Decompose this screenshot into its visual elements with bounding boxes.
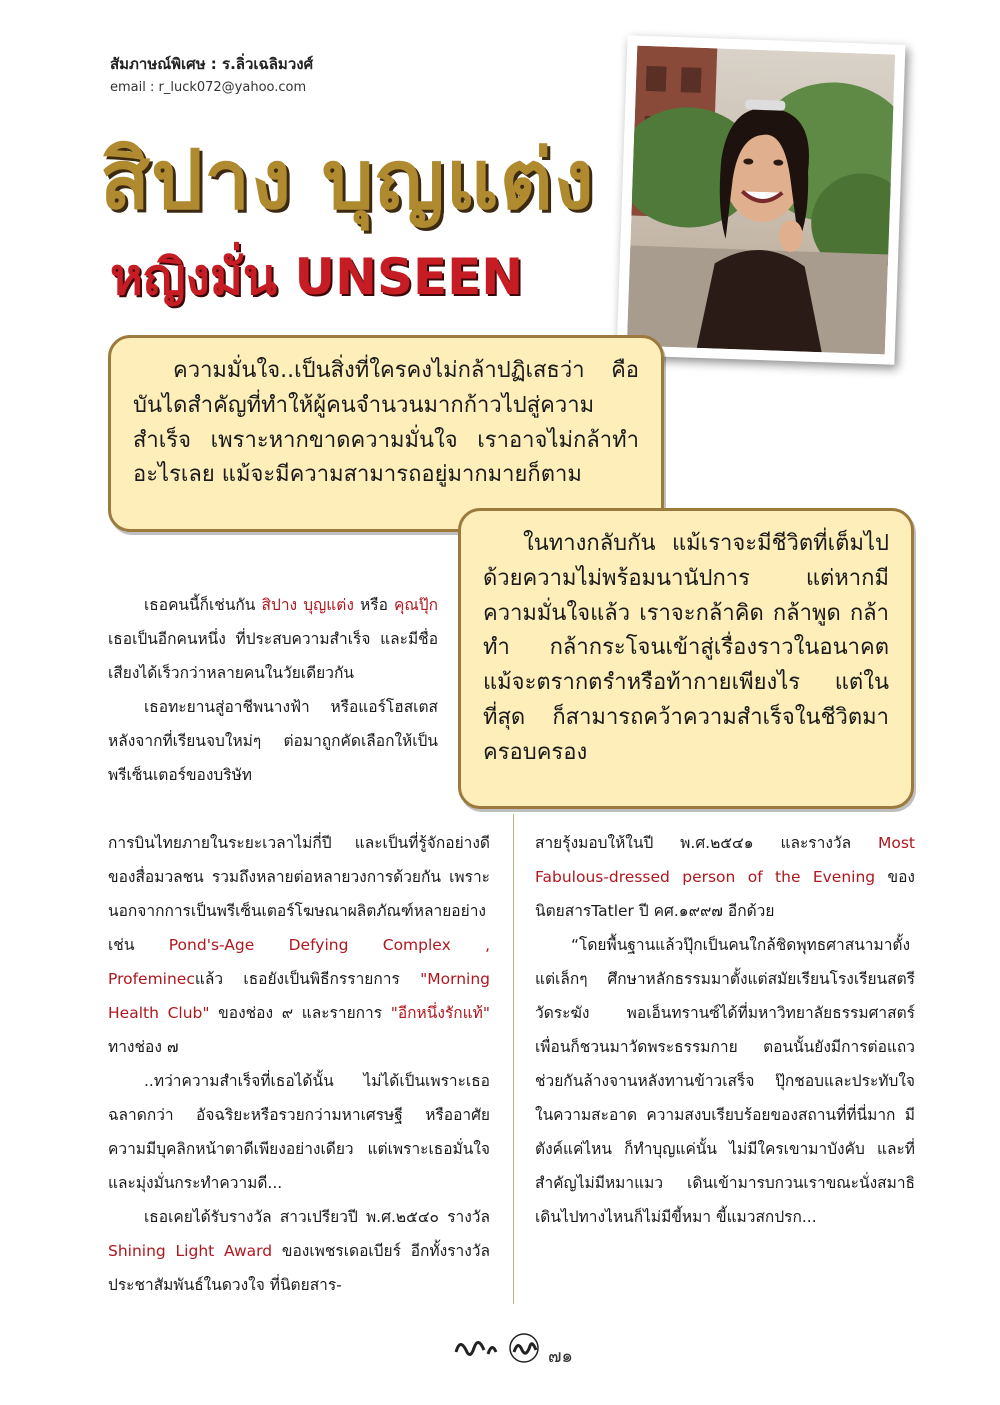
show-highlight-2: "อีกหนึ่งรักแท้" — [390, 1004, 490, 1022]
column-1-bottom — [108, 826, 490, 1302]
column-2 — [535, 826, 915, 1234]
paragraph-career: เธอทะยานสู่อาชีพนางฟ้า หรือแอร์โฮสเตสหลังจากที่เรียนจบใหม่ๆ ต่อมาถูกคัดเลือกให้เป็นพรีเซ็นเตอร์ของบริษัท — [108, 698, 438, 784]
text-run: หรือ — [353, 596, 395, 614]
byline: สัมภาษณ์พิเศษ : ร.ลิ่วเฉลิมวงศ์ — [110, 55, 314, 73]
brand-highlight: Pond's-Age Defying Complex , Profeminec — [108, 936, 491, 988]
column-1-top — [108, 588, 438, 792]
nickname-highlight: คุณปุ๊ก — [394, 596, 438, 614]
paragraph-awards — [108, 1200, 490, 1302]
name-highlight: สิปาง บุญแต่ง — [261, 596, 354, 614]
text-run: เธอคนนี้ก็เช่นกัน — [144, 596, 262, 614]
article-title: สิปาง บุญแต่ง — [100, 133, 595, 228]
pull-quote-1 — [108, 335, 664, 532]
portrait-photo — [617, 35, 906, 365]
award-highlight-2: Most Fabulous-dressed person of the Evening — [535, 834, 915, 886]
pull-quote-1-text: ความมั่นใจ..เป็นสิ่งที่ใครคงไม่กล้าปฏิเสธว่า คือบันไดสำคัญที่ทำให้ผู้คนจำนวนมากก้าวไปสู่ความสำเร็จ เพราะหากขาดความมั่นใจ เราอาจไม่กล้าทำอะไรเลย แม้จะมีความสามารถอยู่มากมายก็ตาม — [133, 358, 639, 488]
text-run: ของช่อง ๙ และรายการ — [209, 1004, 391, 1022]
show-highlight-1: "Morning Health Club" — [108, 970, 490, 1022]
pull-quote-2-text: ในทางกลับกัน แม้เราจะมีชีวิตที่เต็มไปด้วยความไม่พร้อมนานัปการ แต่หากมีความมั่นใจแล้ว เราจะกล้าคิด กล้าพูด กล้าทำ กล้ากระโจนเข้าสู่เรื่องราวในอนาคต แม้จะตรากตรำหรือท้ากายเพียงไร แต่ในที่สุด ก็สามารถคว้าความสำเร็จในชีวิตมาครอบครอง — [483, 531, 889, 765]
text-run: ของนิตยสารTatler ปี คศ.๑๙๙๗ อีกด้วย — [535, 868, 915, 920]
paragraph-quote: “โดยพื้นฐานแล้วปุ๊กเป็นคนใกล้ชิดพุทธศาสนามาตั้งแต่เล็กๆ ศึกษาหลักธรรมมาตั้งแต่สมัยเรียนโรงเรียนสตรีวัดระฆัง พอเอ็นทรานซ์ได้ที่มหาวิทยาลัยธรรมศาสตร์ เพื่อนก็ชวนมาวัดพระธรรมกาย ตอนนั้นยังมีการต่อแถวช่วยกันล้างจานหลังทานข้าวเสร็จ ปุ๊กชอบและประทับใจในความสะอาด ความสงบเรียบร้อยของสถานที่ที่นี่มาก มีตังค์แค่ไหน ก็ทำบุญแค่นั้น ไม่มีใครเขามาบังคับ และที่สำคัญไม่มีหมาแมว เดินเข้ามารบกวนเราขณะนั่งสมาธิ เดินไปทางไหนก็ไม่มีขี้หมา ขี้แมวสกปรก... — [535, 936, 915, 1226]
article-subtitle: หญิงมั่น UNSEEN — [110, 248, 524, 306]
portrait-illustration — [627, 46, 895, 355]
pull-quote-2 — [458, 508, 914, 809]
text-run: ทางช่อง ๗ — [108, 1038, 179, 1056]
paragraph-career-continued — [108, 826, 490, 1064]
award-highlight-1: Shining Light Award — [108, 1242, 273, 1260]
text-run: การบินไทยภายในระยะเวลาไม่กี่ปี และเป็นที่รู้จักอย่างดี ของสื่อมวลชน รวมถึงหลายต่อหลายวงการด้วยกัน เพราะนอกจากการเป็นพรีเซ็นเตอร์โฆษณาผลิตภัณฑ์หลายอย่างเช่น — [108, 834, 490, 954]
column-divider — [513, 814, 514, 1304]
page-number: ๗๑ — [548, 1346, 573, 1367]
paragraph-intro — [108, 588, 438, 690]
email-address[interactable]: email : r_luck072@yahoo.com — [110, 80, 307, 95]
text-run: ของเพชรเดอเบียร์ อีกทั้งรางวัลประชาสัมพันธ์ในดวงใจ ที่นิตยสาร- — [108, 1242, 491, 1294]
paragraph-awards-continued — [535, 826, 915, 928]
magazine-logo-icon — [452, 1330, 542, 1366]
paragraph-success: ..ทว่าความสำเร็จที่เธอได้นั้น ไม่ได้เป็นเพราะเธอฉลาดกว่า อัจฉริยะหรือรวยกว่ามหาเศรษฐี หรืออาศัยความมีบุคลิกหน้าตาดีเพียงอย่างเดียว แต่เพราะเธอมั่นใจ และมุ่งมั่นกระทำความดี... — [108, 1072, 490, 1192]
text-run: เธอเคยได้รับรางวัล สาวเปรียวปี พ.ศ.๒๕๔๐ รางวัล — [144, 1208, 490, 1226]
text-run: แล้ว เธอยังเป็นพิธีกรรายการ — [194, 970, 421, 988]
text-run: สายรุ้งมอบให้ในปี พ.ศ.๒๕๔๑ และรางวัล — [535, 834, 878, 852]
text-run: เธอเป็นอีกคนหนึ่ง ที่ประสบความสำเร็จ และมีชื่อเสียงได้เร็วกว่าหลายคนในวัยเดียวกัน — [108, 630, 438, 682]
